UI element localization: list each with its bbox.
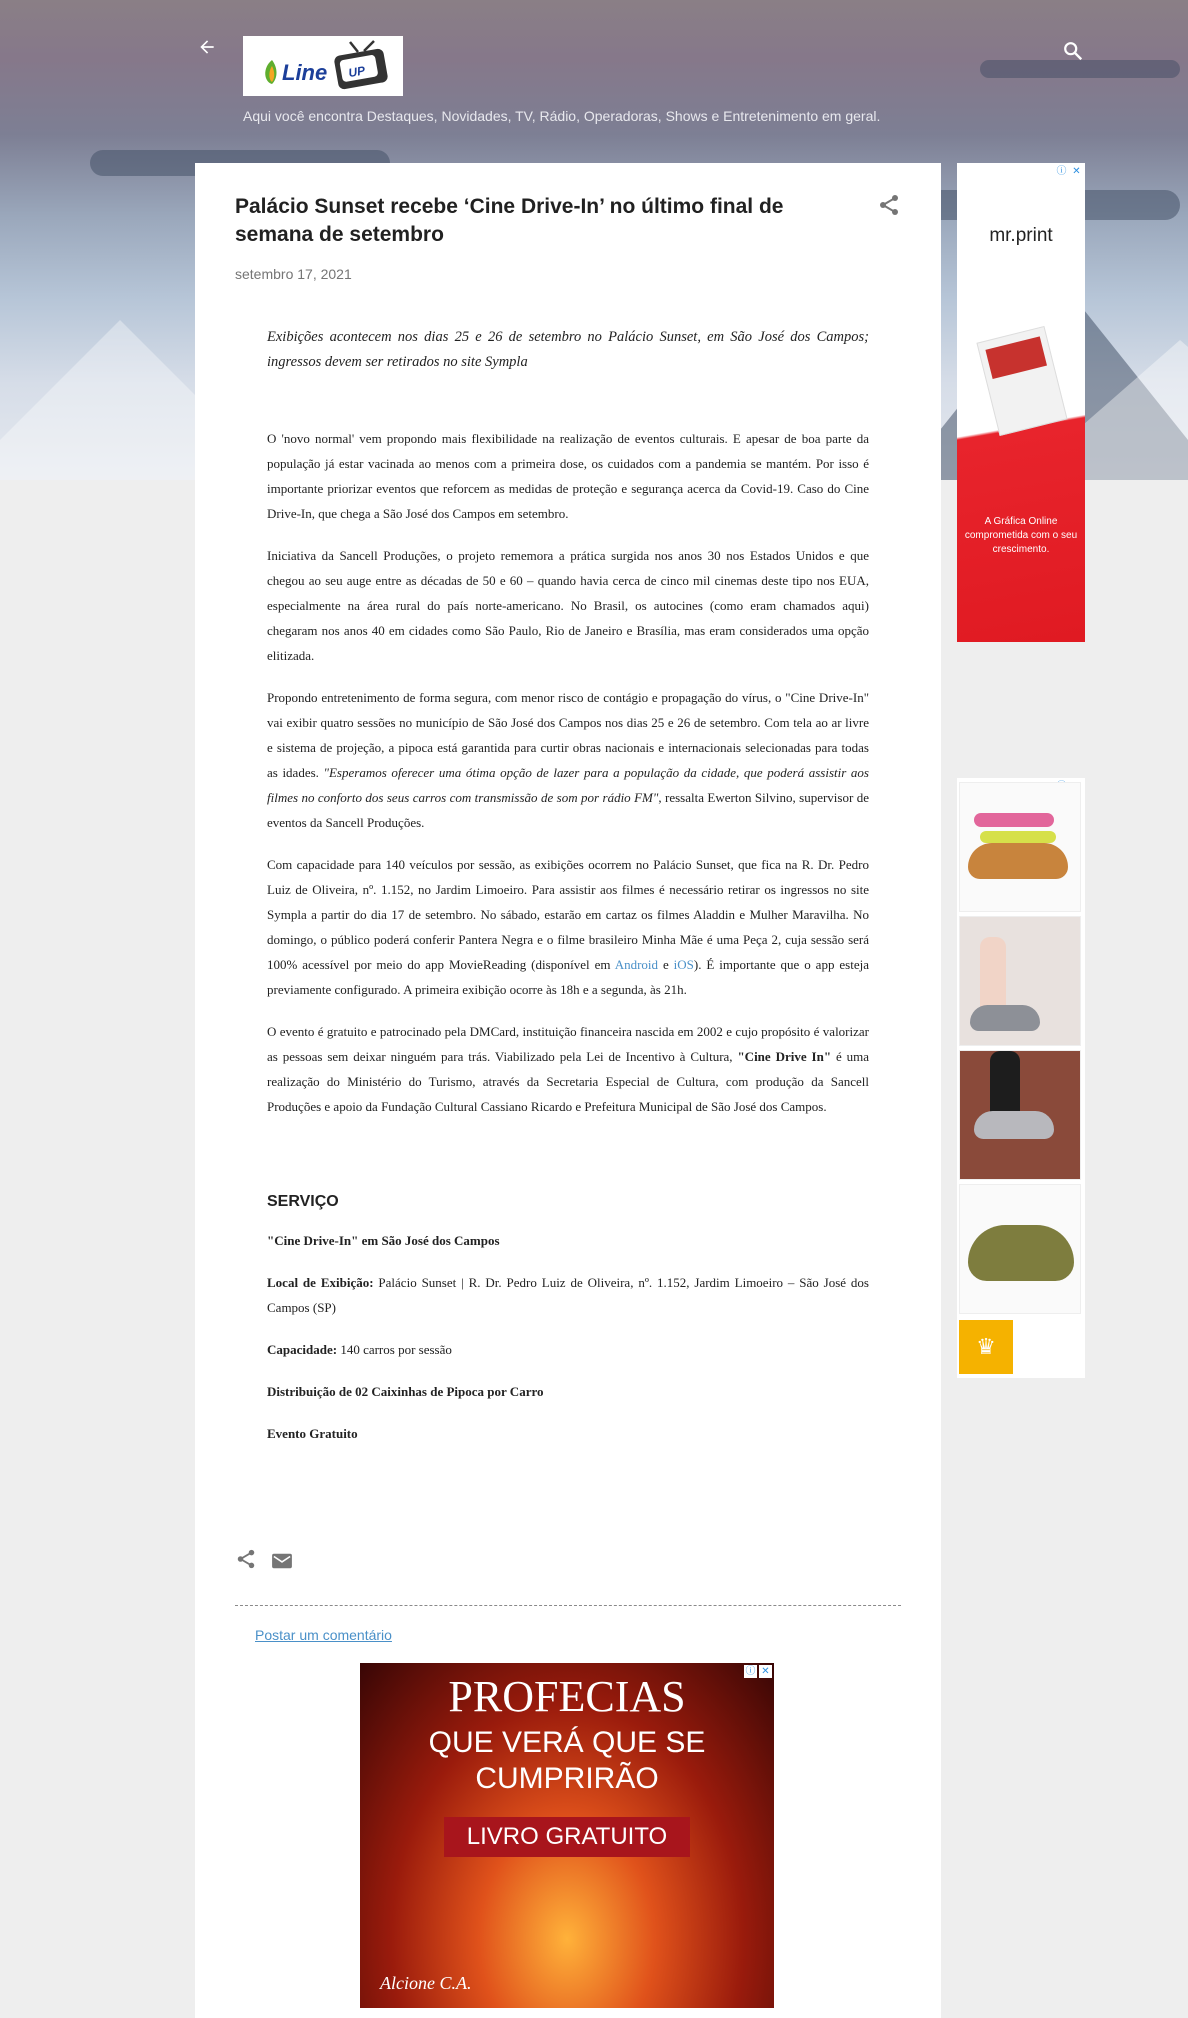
search-icon <box>1062 40 1084 62</box>
crown-icon: ♛ <box>976 1334 996 1359</box>
ad-author: Alcione C.A. <box>380 1973 472 1993</box>
ad-cta: LIVRO GRATUITO <box>444 1817 690 1857</box>
share-icon <box>877 193 901 217</box>
site-tagline: Aqui você encontra Destaques, Novidades, TV, Rádio, Operadoras, Shows e Entretenimento em geral. <box>243 108 881 124</box>
paragraph-2: Iniciativa da Sancell Produções, o projeto rememora a prática surgida nos anos 30 nos Estados Unidos e que chegou ao seu auge entre as décadas de 50 e 60 – quando havia cerca de cinco mil cinemas deste tipo nos EUA, especialmente na área rural do país norte-americano. No Brasil, os autocines (como eram chamados aqui) chegaram nos anos 40 em cidades como São Paulo, Rio de Janeiro e Brasília, mas eram considerados uma opção elitizada. <box>267 548 869 663</box>
quote: "Esperamos oferecer uma ótima opção de lazer para a população da cidade, que poderá assistir aos filmes no conforto dos seus carros com transmissão de som por rádio FM" <box>267 765 869 805</box>
crown-logo-tile[interactable] <box>959 1320 1013 1374</box>
svg-text:Line: Line <box>282 60 328 85</box>
arrow-left-icon <box>197 37 217 57</box>
paragraph-5: O evento é gratuito e patrocinado pela DMCard, instituição financeira nascida em 2002 e cujo propósito é valorizar as pessoas sem deixar ninguém para trás. Viabilizado pela Lei de Incentivo à Cultura, "Cine Drive In" é uma realização do Ministério do Turismo, através da Secretaria Especial de Cultura, com produção da Sancell Produções e apoio da Fundação Cultural Cassiano Ricardo e Prefeitura Municipal de São José dos Campos. <box>267 1024 870 1114</box>
post-lead: Exibições acontecem nos dias 25 e 26 de setembro no Palácio Sunset, em São José dos Campos; ingressos devem ser retirados no site Sympla <box>267 329 869 370</box>
comment-divider <box>235 1605 901 1606</box>
sidebar-ad-shoes[interactable] <box>957 778 1085 1378</box>
post-body <box>267 325 869 1463</box>
paragraph-4: Com capacidade para 140 veículos por sessão, as exibições ocorrem no Palácio Sunset, que fica na R. Dr. Pedro Luiz de Oliveira, nº. 1.152, no Jardim Limoeiro. Para assistir aos filmes é necessário retirar os ingressos no site Sympla a partir do dia 17 de setembro. No sábado, estarão em cartaz os filmes Aladdin e Mulher Maravilha. No domingo, o público poderá conferir Pantera Negra e o filme brasileiro Minha Mãe é uma Peça 2, cuja sessão será 100% acessível por meio do app MovieReading (disponível em Android e iOS). É importante que o app esteja previamente configurado. A primeira exibição ocorre às 18h e a segunda, às 21h. <box>267 857 869 997</box>
servico-event: "Cine Drive-In" em São José dos Campos <box>267 1233 500 1248</box>
share-icon <box>235 1548 257 1570</box>
post-comment-link[interactable]: Postar um comentário <box>255 1627 392 1643</box>
ios-link[interactable]: iOS <box>673 957 694 972</box>
info-icon[interactable]: ⓘ <box>1056 166 1067 177</box>
ad-brand: mr.print <box>989 225 1053 246</box>
ad-choices[interactable] <box>1055 165 1083 178</box>
bottom-ad-banner[interactable] <box>360 1663 774 2008</box>
shoe-tile-2[interactable] <box>959 916 1081 1046</box>
ad-copy: A Gráfica Online comprometida com o seu crescimento. <box>964 516 1078 555</box>
paragraph-3: Propondo entretenimento de forma segura, com menor risco de contágio e propagação do vírus, o "Cine Drive-In" vai exibir quatro sessões no município de São José dos Campos nos dias 25 e 26 de setembro. Com tela ao ar livre e sistema de projeção, a pipoca está garantida para curtir obras nacionais e internacionais selecionadas para todas as idades. "Esperamos oferecer uma ótima opção de lazer para a população da cidade, que poderá assistir aos filmes no conforto dos seus carros com transmissão de som por rádio FM", ressalta Ewerton Silvino, supervisor de eventos da Sancell Produções. <box>267 690 870 830</box>
email-icon <box>271 1552 293 1570</box>
line-up-logo <box>248 38 398 94</box>
share-button-bottom[interactable] <box>235 1548 257 1575</box>
info-icon[interactable]: ⓘ <box>745 1666 756 1677</box>
paragraph-1: O 'novo normal' vem propondo mais flexibilidade na realização de eventos culturais. E apesar de boa parte da população já estar vacinada ao menos com a primeira dose, os cuidados com a pandemia se mantém. Por isso é importante priorizar eventos que reforcem as medidas de proteção e segurança acerca da Covid-19. Caso do Cine Drive-In, que chega a São José dos Campos em setembro. <box>267 431 869 521</box>
android-link[interactable]: Android <box>614 957 659 972</box>
back-button[interactable] <box>194 34 220 60</box>
servico-local: Local de Exibição: Palácio Sunset | R. Dr. Pedro Luiz de Oliveira, nº. 1.152, Jardim Limoeiro – São José dos Campos (SP) <box>267 1275 869 1315</box>
ad-headline: PROFECIAS <box>448 1672 686 1721</box>
svg-text:UP: UP <box>347 63 367 81</box>
ad-subheadline: QUE VERÁ QUE SE CUMPRIRÃO <box>428 1726 706 1795</box>
shoe-tile-3[interactable] <box>959 1050 1081 1180</box>
post-date: setembro 17, 2021 <box>235 266 352 282</box>
site-logo[interactable] <box>243 36 403 96</box>
share-button[interactable] <box>877 193 901 217</box>
post-title: Palácio Sunset recebe ‘Cine Drive-In’ no último final de semana de setembro <box>235 195 784 246</box>
sidebar-ad-mrprint[interactable] <box>957 163 1085 642</box>
email-button[interactable] <box>271 1552 293 1575</box>
search-button[interactable] <box>1060 38 1086 64</box>
shoe-tile-1[interactable] <box>959 782 1081 912</box>
shoe-tile-4[interactable] <box>959 1184 1081 1314</box>
servico-heading: SERVIÇO <box>267 1193 339 1210</box>
post-share-bar <box>235 1548 293 1575</box>
servico-capacidade: Capacidade: 140 carros por sessão <box>267 1342 452 1357</box>
close-icon[interactable]: ✕ <box>759 1665 772 1678</box>
servico-gratuito: Evento Gratuito <box>267 1426 358 1441</box>
post-card <box>195 163 941 2018</box>
close-icon[interactable]: ✕ <box>1070 165 1083 178</box>
servico-distribuicao: Distribuição de 02 Caixinhas de Pipoca por Carro <box>267 1384 544 1399</box>
